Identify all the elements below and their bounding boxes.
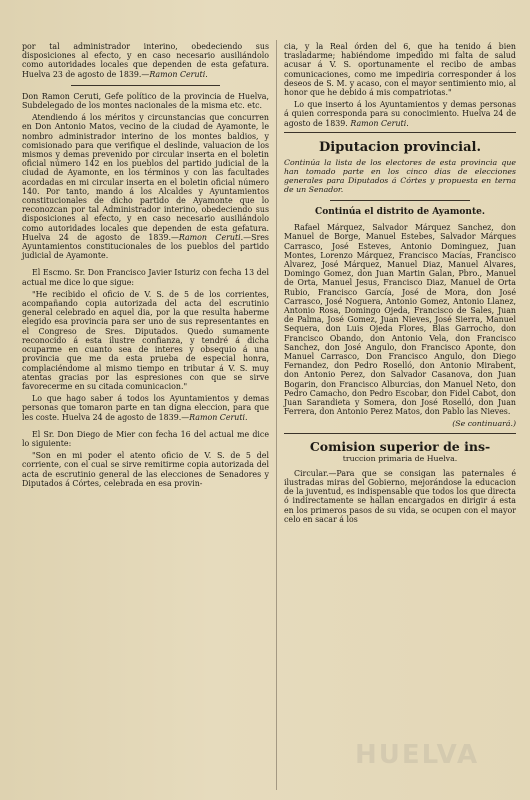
signature: Ramon Ceruti.: [189, 412, 248, 422]
quoted-letter: "He recibido el oficio de V. S. de 5 de los corrientes, acompañando copia autorizada del acta del escrutinio general celebrado en aquel dia, por la que resulta haberme elegido esa provincia para ser uno de sus representantes en el Congreso de Sres. Diputados. Quedo sumamente reconocido á esta ilustre confianza, y tendré á dicha ocuparme en cuanto sea de interes y obsequio á una provincia que me da esta prueba de especial honra, complaciéndome al mismo tiempo en tributar á V. S. muy atentas gracias por las espresiones con que se sirve favorecerme en su citada comunicacion.": [22, 289, 269, 391]
left-column: [22, 42, 269, 491]
signature: Ramon Ceruti.: [149, 69, 208, 79]
divider: [71, 85, 219, 86]
signature: Ramon Ceruti.: [350, 118, 409, 128]
paragraph: El Sr. Don Diego de Mier con fecha 16 del actual me dice lo siguiente:: [22, 429, 269, 448]
paragraph: El Escmo. Sr. Don Francisco Javier Isturiz con fecha 13 del actual me dice lo que sigue:: [22, 268, 269, 287]
section-subtitle: truccion primaria de Huelva.: [342, 453, 458, 463]
divider: [284, 132, 516, 133]
paragraph: Circular.—Para que se consigan las paternales é ilustradas miras del Gobierno, mejorándose la educacion de la juventud, es indispensable que todos los que directa ó indirectamente se hallan encargados en dirigir á esta en los primeros pasos de su vida, se ocupen con el mayor celo en sacar á los: [284, 468, 516, 524]
divider: [284, 433, 516, 434]
subsection-heading: Continúa el distrito de Ayamonte.: [315, 207, 485, 218]
section-intro: Continúa la lista de los electores de esta provincia que han tomado parte en los cinco dias de elecciones generales para Diputados á Córtes y propuesta en terna de un Senador.: [284, 157, 516, 195]
paragraph: Lo que hago saber á todos los Ayuntamientos y demas personas que tomaron parte en tan digna eleccion, para que les coste. Huelva 24 de agosto de 1839.—Ramon Ceruti.: [22, 394, 269, 422]
section-heading: Comision superior de ins-: [309, 438, 491, 454]
elector-list: Rafael Márquez, Salvador Márquez Sanchez, don Manuel de Borge, Manuel Estebes, Salvador Márques Carrasco, José Esteves, Antonio Dominguez, Juan Montes, Lorenzo Márquez, Francisco Macías, Francisco Alvarez, José Márquez, Manuel Diaz, Manuel Alvares, Domingo Gomez, don Juan Martin Galan, Pbro., Manuel de Orta, Manuel Jesus, Francisco Diaz, Manuel de Orta Rubio, Francisco García, José de Mora, don José Carrasco, José Noguera, Antonio Gomez, Antonio Llanez, Antonio Rosa, Domingo Ojeda, Francisco de Sales, Juan de Palma, José Gomez, Juan Nieves, José Sierra, Manuel Sequera, don Luis Ojeda Flores, Blas Garrocho, don Francisco Obando, don Antonio Vela, don Francisco Sanchez, don José Angulo, don Francisco Aponte, don Manuel Carrasco, Don Francisco Angulo, don Diego Fernandez, don Pedro Roselló, don Antonio Mirabent, don Antonio Perez, don Salvador Casanova, don Juan Bogarin, don Francisco Alburcias, don Manuel Neto, don Pedro Camacho, don Pedro Escobar, don Fidel Cabot, don Juan Sarandieta y Somera, don José Roselló, don Juan Ferrera, don Antonio Perez Matos, don Pablo las Nieves.: [284, 223, 516, 417]
column-rule: [276, 40, 277, 790]
divider: [330, 200, 469, 201]
paragraph: Don Ramon Ceruti, Gefe político de la provincia de Huelva, Subdelegado de los montes nacionales de la misma etc. etc.: [22, 91, 269, 111]
paragraph: por tal administrador interino, obedeciendo sus disposiciones al efecto, y en caso necesario ausiliándolo como autoridades locales que dependen de esta gefatura. Huelva 23 de agosto de 1839.—Ramon Ceruti.: [22, 42, 269, 79]
paragraph: Atendiendo á los méritos y circunstancias que concurren en Don Antonio Matos, vecino de la ciudad de Ayamonte, le nombro administrador interino de los montes baldios, y comisionado para que verifique el deslinde, valuacion de los mismos y demas prevenido por circular inserta en el boletin oficial número 142 en los pueblos del partido judicial de la ciudad de Ayamonte, en los términos y con las facultades acordadas en mi circular inserta en el boletin oficial número 140. Por tanto, mando á los Alcaldes y Ayuntamientos constitucionales de dicho partido de Ayamonte que lo reconozcan por tal Administrador interino, obedeciendo sus disposiciones al efecto, y en caso necesario ausiliándolo como autoridades locales que dependen de esta gefatura. Huelva 24 de agosto de 1839.—Ramon Ceruti.—Sres Ayuntamientos constitucionales de los pueblos del partido judicial de Ayamonte.: [22, 113, 269, 261]
quoted-letter: "Son en mi poder el atento oficio de V. S. de 5 del corriente, con el cual se sirve remitirme copia autorizada del acta de escrutinio general de las elecciones de Senadores y Diputados á Córtes, celebrada en esa provin-: [22, 451, 269, 488]
continued-note: (Se continuará.): [452, 419, 516, 429]
right-column: [284, 42, 516, 527]
section-heading: Diputacion provincial.: [319, 139, 481, 155]
paragraph: cia, y la Real órden del 6, que ha tenido á bien trasladarme; habiéndome impedido mi falta de salud acusar á V. S. oportunamente el recibo de ambas comunicaciones, como me impediria corresponder á los deseos de S. M. y acaso, con el mayor sentimiento mio, al honor que he debido á mis compatriotas.": [284, 42, 516, 98]
paragraph: Lo que inserto á los Ayuntamientos y demas personas á quien corresponda para su conocimiento. Huelva 24 de agosto de 1839. Ramon Ceruti.: [284, 100, 516, 128]
watermark: HUELVA: [355, 740, 480, 770]
signature: Ramon Ceruti.: [178, 232, 244, 242]
